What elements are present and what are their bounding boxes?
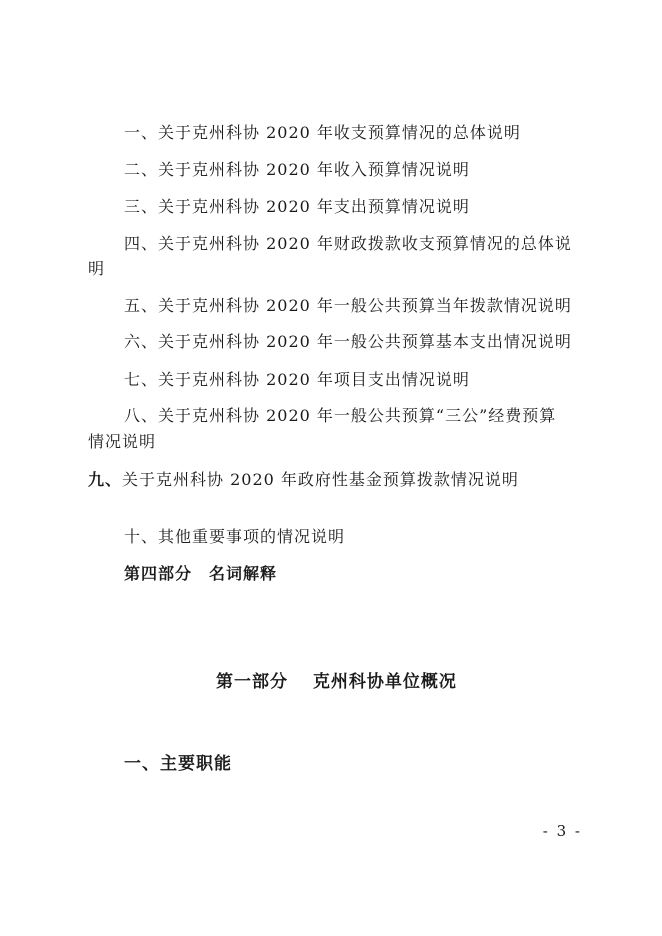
toc-item-4-line2: 明 (88, 259, 106, 278)
toc-item-2: 二、关于克州科协 2020 年收入预算情况说明 (124, 160, 470, 179)
toc-item-9-text: 关于克州科协 2020 年政府性基金预算拨款情况说明 (122, 470, 519, 489)
toc-item-3: 三、关于克州科协 2020 年支出预算情况说明 (124, 197, 470, 216)
toc-item-1: 一、关于克州科协 2020 年收支预算情况的总体说明 (124, 123, 521, 142)
toc-item-8-line2: 情况说明 (88, 432, 157, 451)
page-number: - 3 - (542, 822, 582, 840)
toc-item-8-line1: 八、关于克州科协 2020 年一般公共预算“三公”经费预算 (124, 406, 557, 425)
toc-item-6: 六、关于克州科协 2020 年一般公共预算基本支出情况说明 (124, 332, 572, 351)
section-title: 第一部分 克州科协单位概况 (216, 672, 457, 692)
toc-item-9 (88, 467, 519, 490)
toc-item-9-prefix: 九、 (88, 470, 123, 489)
toc-item-7: 七、关于克州科协 2020 年项目支出情况说明 (124, 370, 470, 389)
toc-part-4: 第四部分 名词解释 (124, 564, 278, 583)
section-subtitle: 一、主要职能 (124, 754, 232, 774)
toc-item-10: 十、其他重要事项的情况说明 (124, 527, 346, 546)
toc-item-5: 五、关于克州科协 2020 年一般公共预算当年拨款情况说明 (124, 296, 572, 315)
toc-item-4-line1: 四、关于克州科协 2020 年财政拨款收支预算情况的总体说 (124, 234, 572, 253)
